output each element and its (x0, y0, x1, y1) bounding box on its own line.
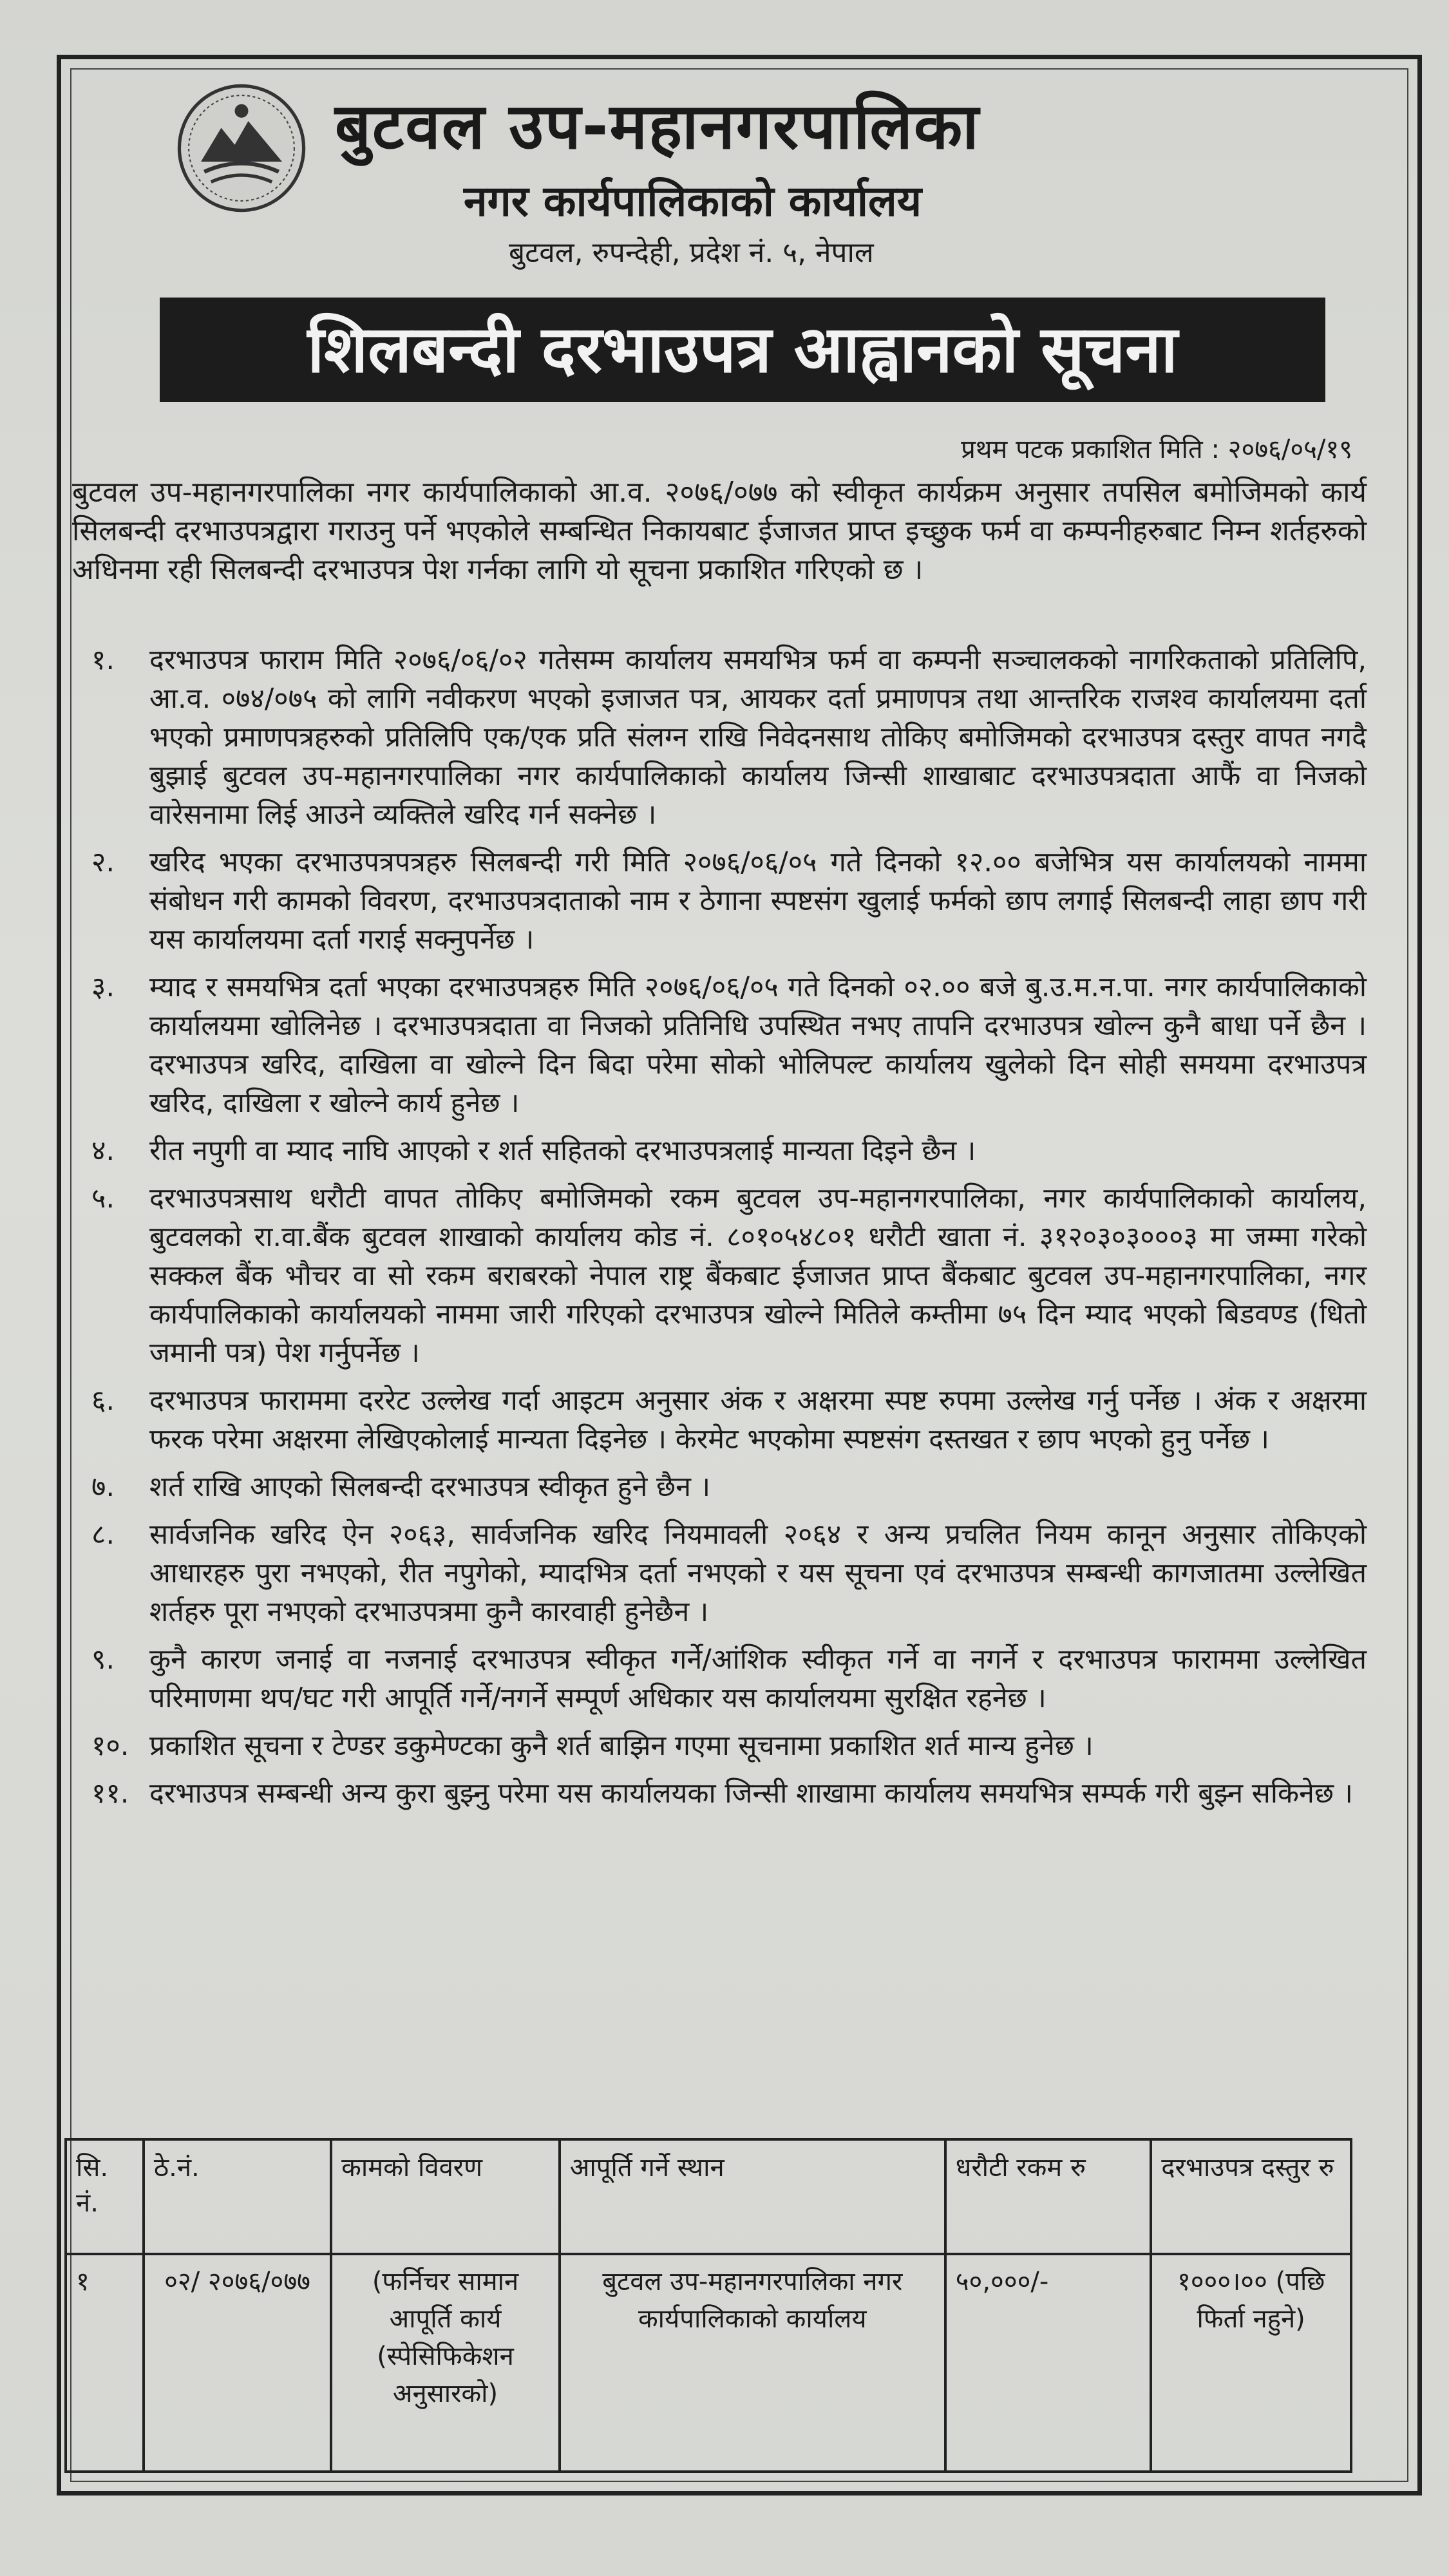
cell-contract-no: ०२/ २०७६/०७७ (144, 2254, 331, 2472)
condition-text: दरभाउपत्र सम्बन्धी अन्य कुरा बुझ्नु परेमा यस कार्यालयका जिन्सी शाखामा कार्यालय समयभित्र सम्पर्क गरी बुझ्न सकिनेछ । (149, 1777, 1353, 1810)
condition-item (72, 1640, 1367, 1718)
publish-date: प्रथम पटक प्रकाशित मिति : २०७६/०५/१९ (961, 435, 1352, 464)
condition-item (72, 1132, 1367, 1170)
condition-number: ५. (91, 1182, 115, 1215)
condition-number: २. (91, 846, 115, 878)
condition-item (72, 1381, 1367, 1459)
condition-text: रीत नपुगी वा म्याद नाघि आएको र शर्त सहितको दरभाउपत्रलाई मान्यता दिइने छैन । (149, 1135, 976, 1167)
tender-table (64, 2138, 1352, 2473)
municipality-name: बुटवल उप-महानगरपालिका (335, 90, 980, 164)
condition-number: ७. (91, 1471, 115, 1503)
condition-text: शर्त राखि आएको सिलबन्दी दरभाउपत्र स्वीकृत हुने छैन । (149, 1471, 711, 1503)
conditions-list (72, 641, 1367, 1822)
condition-text: म्याद र समयभित्र दर्ता भएका दरभाउपत्रहरु मिति २०७६/०६/०५ गते दिनको ०२.०० बजे बु.उ.म.न.पा. नगर कार्यपालिकाको कार्यालयमा खोलिनेछ । दरभाउपत्रदाता वा निजको प्रतिनिधि उपस्थित नभए तापनि दरभाउपत्र खोल्न कुनै बाधा पर्ने छैन । दरभाउपत्र खरिद, दाखिला वा खोल्ने दिन बिदा परेमा सोको भोलिपल्ट कार्यालय खुलेको दिन सोही समयमा दरभाउपत्र खरिद, दाखिला र खोल्ने कार्य हुनेछ । (149, 971, 1367, 1119)
condition-item (72, 1727, 1367, 1765)
intro-paragraph: बुटवल उप-महानगरपालिका नगर कार्यपालिकाको आ.व. २०७६/०७७ को स्वीकृत कार्यक्रम अनुसार तपसिल बमोजिमको कार्य सिलबन्दी दरभाउपत्रद्वारा गराउनु पर्ने भएकोले सम्बन्धित निकायबाट ईजाजत प्राप्त इच्छुक फर्म वा कम्पनीहरुबाट निम्न शर्तहरुको अधिनमा रही सिलबन्दी दरभाउपत्र पेश गर्नका लागि यो सूचना प्रकाशित गरिएको छ । (72, 476, 1367, 586)
office-name: नगर कार्यपालिकाको कार्यालय (464, 176, 922, 226)
condition-number: १०. (91, 1730, 129, 1762)
office-address: बुटवल, रुपन्देही, प्रदेश नं. ५, नेपाल (509, 236, 874, 269)
municipality-seal-emblem (174, 80, 309, 216)
cell-bid-fee: १०००।०० (पछि फिर्ता नहुने) (1151, 2254, 1351, 2472)
column-header-supply-location: आपूर्ति गर्ने स्थान (560, 2139, 945, 2254)
condition-number: १. (91, 644, 115, 676)
condition-number: ८. (91, 1519, 115, 1551)
notice-title-banner: शिलबन्दी दरभाउपत्र आह्वानको सूचना (160, 298, 1325, 402)
cell-deposit-amount: ५०,०००/- (945, 2254, 1151, 2472)
condition-number: ६. (91, 1385, 115, 1417)
cell-supply-location: बुटवल उप-महानगरपालिका नगर कार्यपालिकाको कार्यालय (560, 2254, 945, 2472)
column-header-deposit-amount: धरौटी रकम रु (945, 2139, 1151, 2254)
condition-item (72, 1774, 1367, 1813)
condition-item (72, 1515, 1367, 1631)
condition-item (72, 1468, 1367, 1506)
column-header-work-description: कामको विवरण (331, 2139, 560, 2254)
condition-number: ३. (91, 971, 115, 1003)
condition-text: कुनै कारण जनाई वा नजनाई दरभाउपत्र स्वीकृत गर्ने/आंशिक स्वीकृत गर्ने वा नगर्ने र दरभाउपत्र फाराममा उल्लेखित परिमाणमा थप/घट गरी आपूर्ति गर्ने/नगर्ने सम्पूर्ण अधिकार यस कार्यालयमा सुरक्षित रहनेछ । (149, 1643, 1367, 1714)
condition-item (72, 641, 1367, 834)
table-row (66, 2254, 1351, 2472)
cell-work-description: (फर्निचर सामान आपूर्ति कार्य (स्पेसिफिकेशन अनुसारको) (331, 2254, 560, 2472)
condition-text: दरभाउपत्र फाराम मिति २०७६/०६/०२ गतेसम्म कार्यालय समयभित्र फर्म वा कम्पनी सञ्चालकको नागरिकताको प्रतिलिपि, आ.व. ०७४/०७५ को लागि नवीकरण भएको इजाजत पत्र, आयकर दर्ता प्रमाणपत्र तथा आन्तरिक राजश्व कार्यालयमा दर्ता भएको प्रमाणपत्रहरुको प्रतिलिपि एक/एक प्रति संलग्न राखि निवेदनसाथ तोकिए बमोजिमको दरभाउपत्र दस्तुर वापत नगदै बुझाई बुटवल उप-महानगरपालिका नगर कार्यपालिकाको कार्यालय जिन्सी शाखाबाट दरभाउपत्रदाता आफैं वा निजको वारेसनामा लिई आउने व्यक्तिले खरिद गर्न सक्नेछ । (149, 644, 1367, 831)
condition-text: सार्वजनिक खरिद ऐन २०६३, सार्वजनिक खरिद नियमावली २०६४ र अन्य प्रचलित नियम कानून अनुसार तोकिएको आधारहरु पुरा नभएको, रीत नपुगेको, म्यादभित्र दर्ता नभएको र यस सूचना एवं दरभाउपत्र सम्बन्धी कागजातमा उल्लेखित शर्तहरु पूरा नभएको दरभाउपत्रमा कुनै कारवाही हुनेछैन । (149, 1519, 1367, 1628)
condition-item (72, 843, 1367, 959)
column-header-bid-fee: दरभाउपत्र दस्तुर रु (1151, 2139, 1351, 2254)
condition-number: ११. (91, 1777, 129, 1810)
condition-number: ४. (91, 1135, 115, 1167)
condition-text: दरभाउपत्र फाराममा दररेट उल्लेख गर्दा आइटम अनुसार अंक र अक्षरमा स्पष्ट रुपमा उल्लेख गर्नु पर्नेछ । अंक र अक्षरमा फरक परेमा अक्षरमा लेखिएकोलाई मान्यता दिइनेछ । केरमेट भएकोमा स्पष्टसंग दस्तखत र छाप भएको हुनु पर्नेछ । (149, 1385, 1367, 1455)
condition-text: प्रकाशित सूचना र टेण्डर डकुमेण्टका कुनै शर्त बाझिन गएमा सूचनामा प्रकाशित शर्त मान्य हुनेछ । (149, 1730, 1094, 1762)
column-header-contract-no: ठे.नं. (144, 2139, 331, 2254)
condition-text: दरभाउपत्रसाथ धरौटी वापत तोकिए बमोजिमको रकम बुटवल उप-महानगरपालिका, नगर कार्यपालिकाको कार्यालय, बुटवलको रा.वा.बैंक बुटवल शाखाको कार्यालय कोड नं. ८०१०५४८०१ धरौटी खाता नं. ३१२०३०३०००३ मा जम्मा गरेको सक्कल बैंक भौचर वा सो रकम बराबरको नेपाल राष्ट्र बैंकबाट ईजाजत प्राप्त बैंकबाट बुटवल उप-महानगरपालिका, नगर कार्यपालिकाको कार्यालयको नाममा जारी गरिएको दरभाउपत्र खोल्ने मितिले कम्तीमा ७५ दिन म्याद भएको बिडवण्ड (धितो जमानी पत्र) पेश गर्नुपर्नेछ । (149, 1182, 1367, 1369)
condition-text: खरिद भएका दरभाउपत्रपत्रहरु सिलबन्दी गरी मिति २०७६/०६/०५ गते दिनको १२.०० बजेभित्र यस कार्यालयको नाममा संबोधन गरी कामको विवरण, दरभाउपत्रदाताको नाम र ठेगाना स्पष्टसंग खुलाई फर्मको छाप लगाई सिलबन्दी लाहा छाप गरी यस कार्यालयमा दर्ता गराई सक्नुपर्नेछ । (149, 846, 1367, 956)
table-header-row (66, 2139, 1351, 2254)
condition-item (72, 968, 1367, 1122)
column-header-serial: सि. नं. (66, 2139, 144, 2254)
condition-item (72, 1179, 1367, 1372)
cell-serial: १ (66, 2254, 144, 2472)
condition-number: ९. (91, 1643, 115, 1676)
